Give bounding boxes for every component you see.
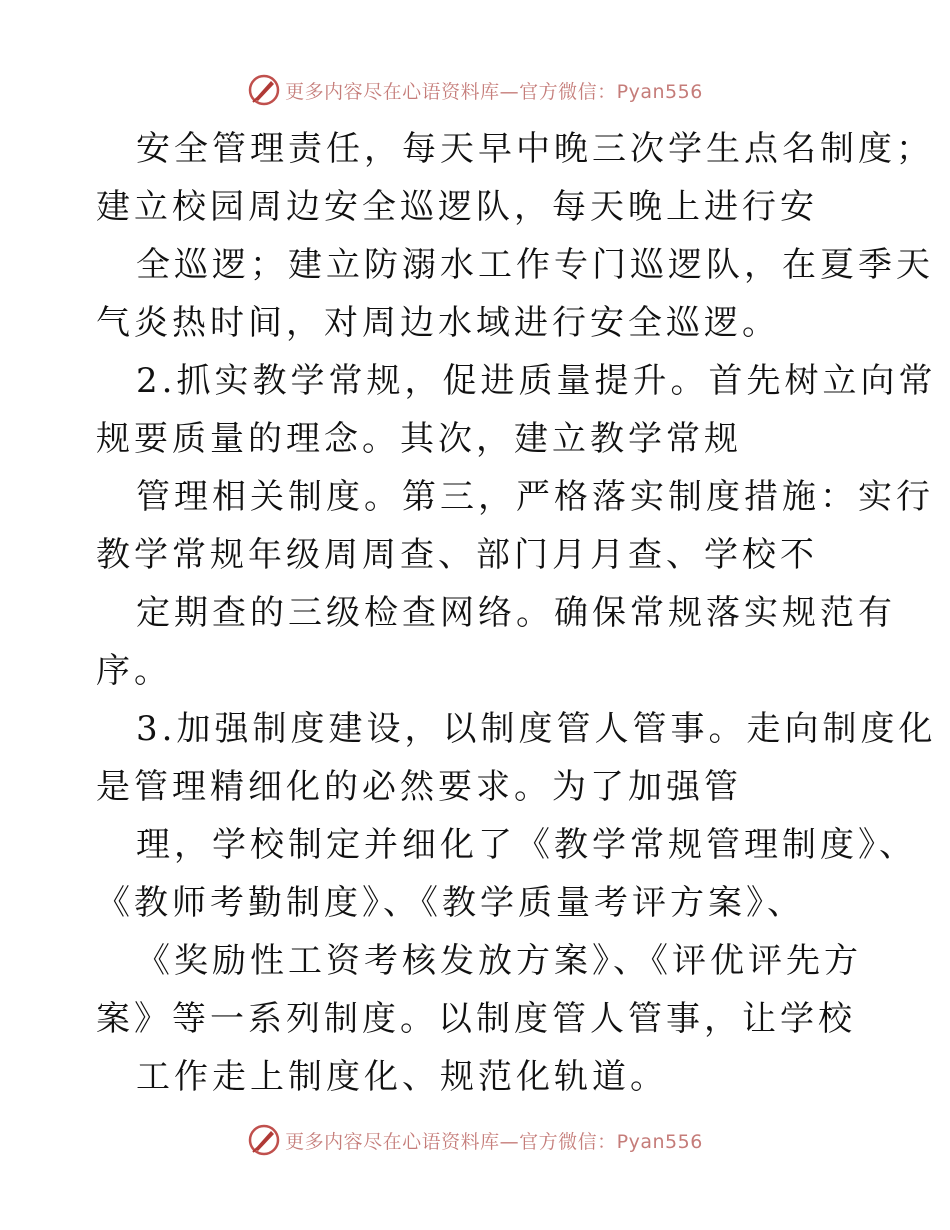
text-line: 气炎热时间，对周边水域进行安全巡逻。 bbox=[96, 303, 780, 343]
text-line: 工作走上制度化、规范化轨道。 bbox=[136, 1057, 668, 1097]
document-body bbox=[96, 120, 937, 1106]
text-line: 定期查的三级检查网络。确保常规落实规范有 bbox=[136, 593, 896, 633]
text-line: 全巡逻；建立防溺水工作专门巡逻队，在夏季天 bbox=[136, 245, 934, 285]
footer-watermark bbox=[0, 1120, 950, 1160]
text-line: 是管理精细化的必然要求。为了加强管 bbox=[96, 767, 742, 807]
quill-logo-icon bbox=[247, 73, 281, 107]
text-line: 3.加强制度建设，以制度管人管事。走向制度化 bbox=[136, 709, 937, 749]
text-line: 安全管理责任，每天早中晚三次学生点名制度； bbox=[136, 129, 934, 169]
footer-banner-text: 更多内容尽在心语资料库—官方微信：Pyan556 bbox=[285, 1130, 703, 1153]
text-line: 《教师考勤制度》、《教学质量考评方案》、 bbox=[96, 883, 805, 923]
text-line: 规要质量的理念。其次，建立教学常规 bbox=[96, 419, 742, 459]
text-line: 理，学校制定并细化了《教学常规管理制度》、 bbox=[136, 825, 917, 865]
quill-logo-icon bbox=[247, 1123, 281, 1157]
text-line: 案》等一系列制度。以制度管人管事，让学校 bbox=[96, 999, 856, 1039]
text-line: 管理相关制度。第三，严格落实制度措施：实行 bbox=[136, 477, 934, 517]
text-line: 序。 bbox=[96, 651, 172, 691]
header-banner-text: 更多内容尽在心语资料库—官方微信：Pyan556 bbox=[285, 80, 703, 103]
text-line: 教学常规年级周周查、部门月月查、学校不 bbox=[96, 535, 818, 575]
text-line: 《奖励性工资考核发放方案》、《评优评先方 bbox=[136, 941, 862, 981]
text-line: 建立校园周边安全巡逻队，每天晚上进行安 bbox=[96, 187, 818, 227]
header-watermark bbox=[0, 70, 950, 110]
text-line: 2.抓实教学常规，促进质量提升。首先树立向常 bbox=[136, 361, 937, 401]
